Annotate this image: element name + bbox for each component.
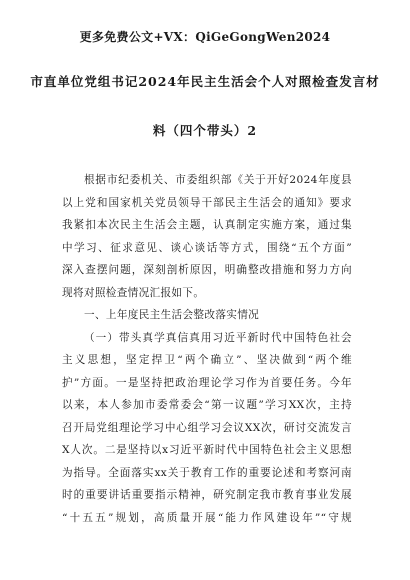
paragraph-line: 深入查摆问题，深刻剖析原因，明确整改措施和努力方向 — [62, 264, 352, 276]
paragraph-line: 时的重要讲话重要指示精神，研究制定我市教育事业发展 — [62, 489, 352, 501]
document-title-line-2: 料（四个带头）2 — [152, 123, 258, 138]
promo-header: 更多免费公文+VX：QiGeGongWen2024 — [79, 30, 331, 44]
paragraph-line: 为指导。全面落实xx关于教育工作的重要论述和考察河南 — [62, 467, 352, 479]
document-title-line-1: 市直单位党组书记2024年民主生活会个人对照检查发言材 — [30, 74, 380, 89]
paragraph-line: “十五五”规划，高质量开展“能力作风建设年”“守规 — [62, 512, 352, 524]
paragraph-line: 我紧扣本次民主生活会主题，认真制定实施方案，通过集 — [62, 219, 352, 231]
paragraph-line: 主义思想，坚定捍卫“两个确立”、坚决做到“两个维 — [62, 354, 352, 366]
paragraph-line: X人次。二是坚持以x习近平新时代中国特色社会主义思想 — [62, 444, 352, 456]
paragraph-line: 以上党和国家机关党员领导干部民主生活会的通知》要求 — [62, 197, 352, 209]
paragraph-line: 以来，本人参加市委常委会“第一议题”学习XX次，主持 — [62, 399, 352, 411]
paragraph-line: 护”方面。一是坚持把政治理论学习作为首要任务。今年 — [62, 377, 352, 389]
paragraph-line: （一）带头真学真信真用习近平新时代中国特色社会 — [84, 332, 352, 344]
paragraph-line: 召开局党组理论学习中心组学习会议XX次，研讨交流发言 — [62, 422, 352, 434]
paragraph-line: 根据市纪委机关、市委组织部《关于开好2024年度县 — [84, 174, 352, 186]
section-heading: 一、上年度民主生活会整改落实情况 — [84, 309, 260, 321]
paragraph-line: 中学习、征求意见、谈心谈话等方式，围绕“五个方面” — [62, 242, 352, 254]
paragraph-line: 现将对照检查情况汇报如下。 — [62, 287, 205, 299]
